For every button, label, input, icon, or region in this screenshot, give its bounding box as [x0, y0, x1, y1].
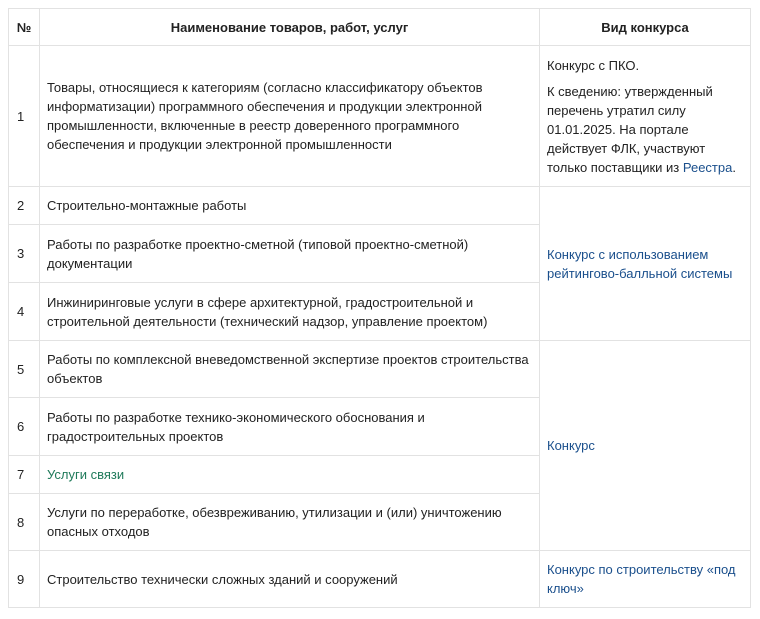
- pko-note-text: К сведению: утвержденный перечень утратил силу 01.01.2025. На портале действует ФЛК, участвуют только поставщики из: [547, 83, 713, 175]
- row-num: 6: [9, 398, 40, 456]
- row-num: 9: [9, 551, 40, 608]
- row-name: Строительно-монтажные работы: [40, 187, 540, 225]
- pko-note-end: .: [732, 159, 736, 175]
- row-num: 7: [9, 456, 40, 494]
- row-name: Услуги по переработке, обезвреживанию, утилизации и (или) уничтожению опасных отходов: [40, 494, 540, 551]
- row-num: 2: [9, 187, 40, 225]
- table-row: [9, 187, 751, 225]
- row-num: 3: [9, 225, 40, 283]
- row-name: Работы по комплексной вневедомственной экспертизе проектов строительства объектов: [40, 341, 540, 398]
- type-plain-link[interactable]: Конкурс: [540, 341, 751, 551]
- procurement-table: [8, 8, 751, 608]
- header-type: Вид конкурса: [540, 9, 751, 46]
- registry-link[interactable]: Реестра: [682, 159, 733, 175]
- table-row: [9, 551, 751, 608]
- row-name: Инжиниринговые услуги в сфере архитектурной, градостроительной и строительной деятельности (технический надзор, управление проектом): [40, 283, 540, 341]
- row-name: Работы по разработке технико-экономического обоснования и градостроительных проектов: [40, 398, 540, 456]
- row-num: 1: [9, 46, 40, 187]
- table-row: [9, 46, 751, 187]
- type-cell-pko: [540, 46, 751, 187]
- type-turnkey-link[interactable]: Конкурс по строительству «под ключ»: [540, 551, 751, 608]
- table-header-row: [9, 9, 751, 46]
- row-name-link[interactable]: Услуги связи: [40, 456, 540, 494]
- row-num: 8: [9, 494, 40, 551]
- type-rating-link[interactable]: Конкурс с использованием рейтингово-балльной системы: [540, 187, 751, 341]
- header-num: №: [9, 9, 40, 46]
- row-name: Строительство технически сложных зданий и сооружений: [40, 551, 540, 608]
- type-pko: Конкурс с ПКО.: [547, 57, 640, 73]
- type-pko-note: [547, 82, 743, 177]
- row-name: Работы по разработке проектно-сметной (типовой проектно-сметной) документации: [40, 225, 540, 283]
- row-num: 5: [9, 341, 40, 398]
- header-name: Наименование товаров, работ, услуг: [40, 9, 540, 46]
- row-name: Товары, относящиеся к категориям (согласно классификатору объектов информатизации) программного обеспечения и продукции электронной промышленности, включенные в реестр доверенного программного обеспечения и продукции электронной промышленности: [40, 46, 540, 187]
- table-row: [9, 341, 751, 398]
- row-num: 4: [9, 283, 40, 341]
